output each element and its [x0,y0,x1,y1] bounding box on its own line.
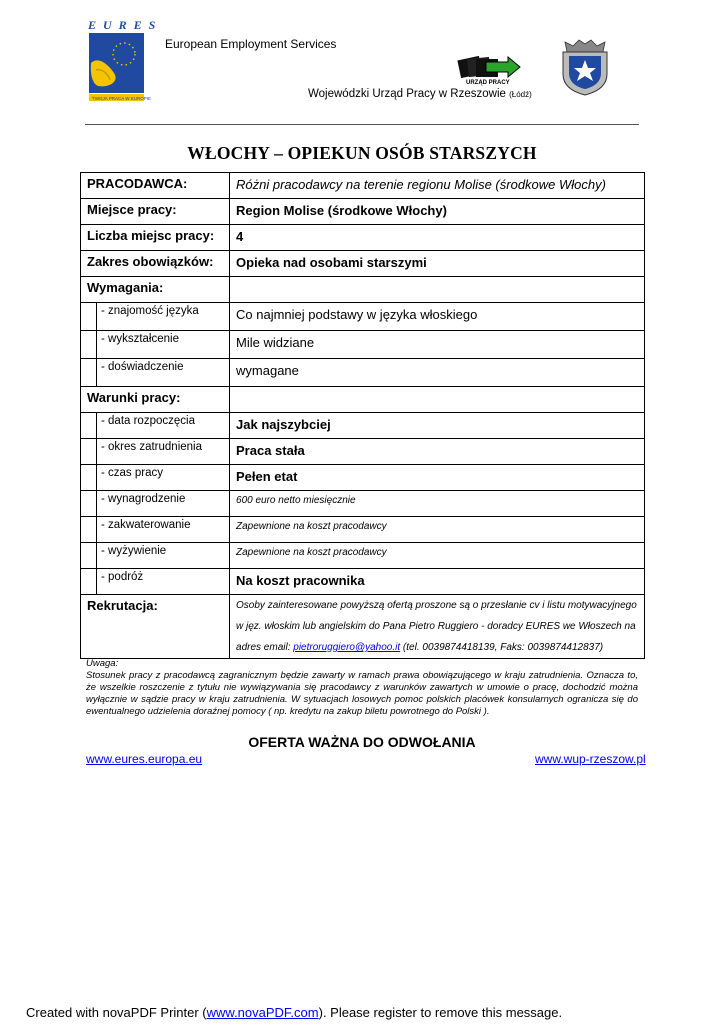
row-employer [81,173,645,199]
requirements-label: Wymagania: [81,277,230,303]
housing-label: - zakwaterowanie [97,517,230,543]
conditions-label: Warunki pracy: [81,387,230,413]
svg-text:URZĄD PRACY: URZĄD PRACY [466,80,510,86]
period-value: Praca stała [230,439,645,465]
header-divider [85,124,639,125]
positions-value: 4 [230,225,645,251]
duties-value: Opieka nad osobami starszymi [230,251,645,277]
row-travel [81,569,645,595]
note-heading: Uwaga: [86,658,119,669]
row-period [81,439,645,465]
header-org-name: European Employment Services [165,37,337,51]
start-label: - data rozpoczęcia [97,413,230,439]
travel-label: - podróż [97,569,230,595]
period-label: - okres zatrudnienia [97,439,230,465]
row-salary [81,491,645,517]
housing-value: Zapewnione na koszt pracodawcy [230,517,645,543]
office-name: Wojewódzki Urząd Pracy w Rzeszowie [308,88,506,100]
wup-logo [456,52,522,86]
row-start [81,413,645,439]
rzeszow-crest [557,38,613,96]
conditions-value [230,387,645,413]
row-food [81,543,645,569]
validity-banner: OFERTA WAŻNA DO ODWOŁANIA [248,734,476,750]
experience-label: - doświadczenie [97,359,230,387]
education-value: Mile widziane [230,331,645,359]
row-hours [81,465,645,491]
recruitment-line-1: Osoby zainteresowane powyższą ofertą proszone są o przesłanie cv i listu motywacyjnego [236,600,637,611]
eures-tagline: TWOJA PRACA W EUROPIE [92,96,152,101]
salary-value: 600 euro netto miesięcznie [230,491,645,517]
positions-label: Liczba miejsc pracy: [81,225,230,251]
requirements-value [230,277,645,303]
recruitment-email-link[interactable]: pietroruggiero@yahoo.it [293,642,401,653]
row-recruitment [81,595,645,659]
employer-label: PRACODAWCA: [81,173,230,199]
place-label: Miejsce pracy: [81,199,230,225]
food-label: - wyżywienie [97,543,230,569]
eures-link[interactable]: www.eures.europa.eu [86,752,203,766]
pdf-footer [26,1005,562,1020]
wup-link[interactable]: www.wup-rzeszow.pl [535,752,646,766]
row-requirements [81,277,645,303]
row-place [81,199,645,225]
recruitment-label: Rekrutacja: [81,595,230,659]
hours-label: - czas pracy [97,465,230,491]
start-value: Jak najszybciej [230,413,645,439]
footer-prefix: Created with novaPDF Printer ( [26,1005,207,1020]
eures-logo [86,18,158,102]
place-value: Region Molise (środkowe Włochy) [230,199,645,225]
note-text: Stosunek pracy z pracodawcą zagranicznym będzie zawarty w ramach prawa obowiązującego w kraju zatrudnienia. Oznacza to, że wszelkie roszczenie z tytułu nie wywiązywania się pracodawcy z warunków zawartych w umowie o pracę, dochodzić można wyłącznie w sądzie pracy w kraju zatrudnienia. W sytuacjach losowych pomoc polskich placówek konsularnych ogranicza się do ewentualnego udzielenia doraźnej pomocy ( np. kredytu na zakup biletu powrotnego do Polski ). [86,670,638,717]
row-language [81,303,645,331]
novapdf-link[interactable]: www.novaPDF.com [206,1005,319,1020]
legal-note [86,658,638,718]
office-note: (Łódź) [509,90,532,99]
salary-label: - wynagrodzenie [97,491,230,517]
language-value: Co najmniej podstawy w języka włoskiego [230,303,645,331]
experience-value: wymagane [230,359,645,387]
row-duties [81,251,645,277]
food-value: Zapewnione na koszt pracodawcy [230,543,645,569]
offer-table [80,172,645,659]
document-title: WŁOCHY – OPIEKUN OSÓB STARSZYCH [187,143,537,163]
recruitment-line-3 [236,637,638,658]
row-housing [81,517,645,543]
row-experience [81,359,645,387]
duties-label: Zakres obowiązków: [81,251,230,277]
recruitment-value [230,595,645,659]
hours-value: Pełen etat [230,465,645,491]
row-conditions [81,387,645,413]
row-positions [81,225,645,251]
language-label: - znajomość języka [97,303,230,331]
footer-suffix: ). Please register to remove this message. [318,1005,563,1020]
row-education [81,331,645,359]
recruitment-contact-phones: (tel. 0039874418139, Faks: 0039874412837) [400,642,604,653]
education-label: - wykształcenie [97,331,230,359]
svg-text:E U R E S: E U R E S [88,18,158,32]
travel-value: Na koszt pracownika [230,569,645,595]
header-office [308,88,532,100]
recruitment-email-prefix: adres email: [236,642,294,653]
employer-value: Różni pracodawcy na terenie regionu Molise (środkowe Włochy) [230,173,645,199]
recruitment-line-2: w jęz. włoskim lub angielskim do Pana Pietro Ruggiero - doradcy EURES we Włoszech na [236,621,636,632]
